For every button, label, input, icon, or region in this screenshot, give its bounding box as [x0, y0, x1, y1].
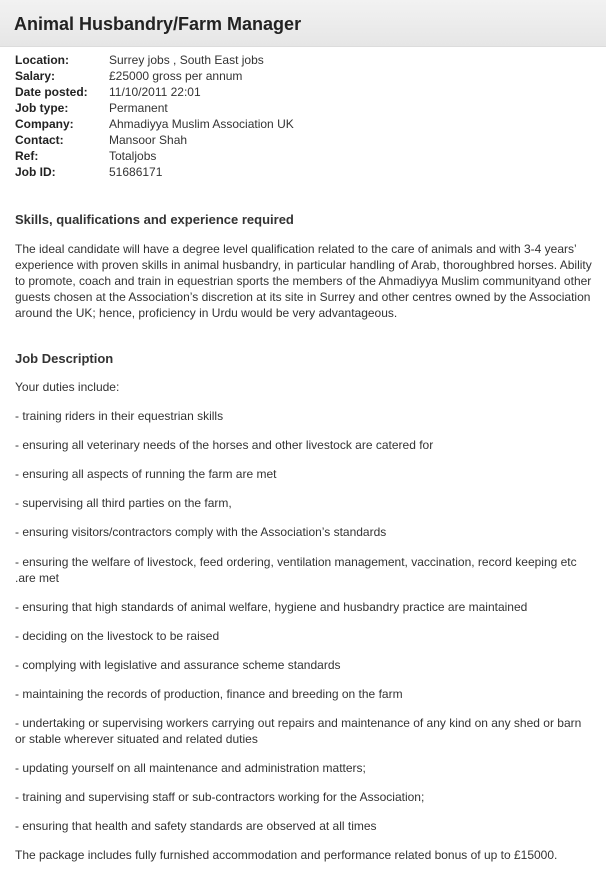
detail-row-date-posted [15, 84, 575, 100]
duty-item: - ensuring that high standards of animal welfare, hygiene and husbandry practice are maintained [15, 600, 528, 614]
package-text: The package includes fully furnished accommodation and performance related bonus of up to £15000. [15, 848, 558, 862]
skills-heading: Skills, qualifications and experience required [15, 212, 294, 227]
detail-value: £25000 gross per annum [109, 69, 243, 83]
duty-item: - ensuring all veterinary needs of the horses and other livestock are catered for [15, 438, 434, 452]
duty-item: - ensuring all aspects of running the farm are met [15, 467, 277, 481]
detail-row-job-id [15, 164, 575, 180]
duty-item: - undertaking or supervising workers carrying out repairs and maintenance of any kind on any shed or barn or stable wherever situated and related duties [15, 716, 582, 746]
detail-row-contact [15, 132, 575, 148]
duties-intro: Your duties include: [15, 380, 120, 394]
detail-value: Surrey jobs , South East jobs [109, 53, 264, 67]
detail-value: Permanent [109, 101, 168, 115]
skills-text: The ideal candidate will have a degree level qualification related to the care of animals and with 3-4 years’ experience with proven skills in animal husbandry, in particular handling of Arab, thoroughbred horses. Ability to promote, coach and train in equestrian sports the members of the Ahmadiyya Muslim communityand other guests chosen at the Association’s discretion at its site in Surrey and other centres owned by the Association around the UK; hence, proficiency in Urdu would be very advantageous. [15, 242, 592, 320]
detail-value: Mansoor Shah [109, 133, 188, 147]
detail-label: Job type: [15, 101, 69, 115]
duty-item: - updating yourself on all maintenance and administration matters; [15, 761, 366, 775]
duty-item: - ensuring that health and safety standards are observed at all times [15, 819, 377, 833]
duty-item: - deciding on the livestock to be raised [15, 629, 220, 643]
detail-label: Job ID: [15, 165, 56, 179]
detail-value: Ahmadiyya Muslim Association UK [109, 117, 294, 131]
duty-item: - training and supervising staff or sub-contractors working for the Association; [15, 790, 425, 804]
duty-item: - maintaining the records of production, finance and breeding on the farm [15, 687, 403, 701]
detail-row-job-type [15, 100, 575, 116]
duty-item: - training riders in their equestrian skills [15, 409, 224, 423]
detail-row-company [15, 116, 575, 132]
duty-item: - complying with legislative and assurance scheme standards [15, 658, 341, 672]
detail-label: Contact: [15, 133, 64, 147]
duty-item: - ensuring visitors/contractors comply with the Association’s standards [15, 525, 387, 539]
detail-label: Company: [15, 117, 74, 131]
job-description-heading: Job Description [15, 351, 114, 366]
job-title: Animal Husbandry/Farm Manager [14, 14, 302, 34]
detail-row-location [15, 52, 575, 68]
detail-label: Date posted: [15, 85, 88, 99]
duty-item: - ensuring the welfare of livestock, feed ordering, ventilation management, vaccination, record keeping etc .are met [15, 555, 577, 585]
duty-item: - supervising all third parties on the farm, [15, 496, 232, 510]
detail-label: Location: [15, 53, 69, 67]
detail-label: Ref: [15, 149, 39, 163]
detail-row-ref [15, 148, 575, 164]
detail-row-salary [15, 68, 575, 84]
job-details [15, 52, 575, 180]
title-bar [0, 0, 606, 47]
detail-value: 11/10/2011 22:01 [109, 85, 201, 99]
detail-value: 51686171 [109, 165, 163, 179]
detail-value: Totaljobs [109, 149, 157, 163]
detail-label: Salary: [15, 69, 56, 83]
